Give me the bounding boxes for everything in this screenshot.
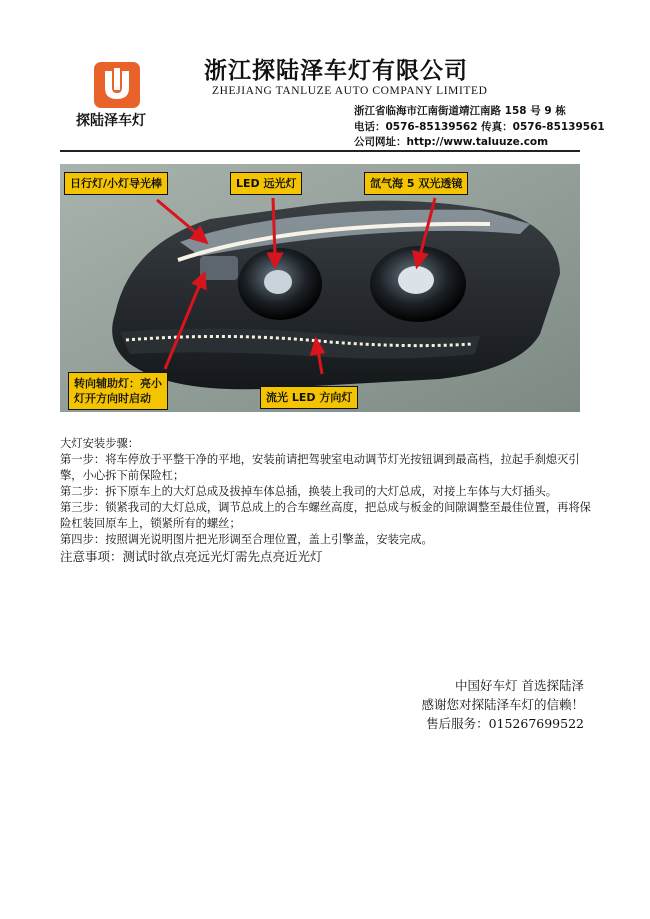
label-turn-assist-light (68, 372, 168, 410)
header-divider (60, 150, 580, 152)
company-address: 浙江省临海市江南街道靖江南路 158 号 9 栋 (354, 105, 566, 117)
step-3: 第三步：锁紧我司的大灯总成，调节总成上的合车螺丝高度，把总成与板金的间隙调整至最佳位置，再将保险杠装回原车上，锁紧所有的螺丝； (60, 501, 591, 530)
label-xenon-bi-lens: 氙气海 5 双光透镜 (364, 172, 468, 195)
steps-title: 大灯安装步骤： (60, 437, 140, 450)
footer-slogan: 中国好车灯 首选探陆泽 (455, 678, 584, 693)
label-turn-assist-line2: 灯开方向时启动 (74, 392, 151, 405)
label-drl-light-guide: 日行灯/小灯导光棒 (64, 172, 168, 195)
footer-thanks: 感谢您对探陆泽车灯的信赖！ (421, 697, 584, 712)
company-logo (94, 62, 140, 108)
label-turn-assist-line1: 转向辅助灯：亮小 (74, 377, 162, 390)
company-phone-fax: 电话：0576-85139562 传真：0576-85139561 (354, 121, 605, 133)
step-1: 第一步：将车停放于平整干净的平地，安装前请把驾驶室电动调节灯光按钮调到最高档，拉起手刹熄灭引擎，小心拆下前保险杠； (60, 453, 580, 482)
company-website: 公司网址：http://www.taluuze.com (354, 136, 549, 148)
caution-note: 注意事项：测试时欲点亮远光灯需先点亮近光灯 (60, 549, 323, 564)
footer-block (421, 676, 584, 733)
step-2: 第二步：拆下原车上的大灯总成及拔掉车体总插，换装上我司的大灯总成，对接上车体与大灯插头。 (60, 485, 558, 498)
label-flowing-led-turn: 流光 LED 方向灯 (260, 386, 358, 409)
step-4: 第四步：按照调光说明图片把光形调至合理位置，盖上引擎盖，安装完成。 (60, 533, 433, 546)
footer-service-phone: 售后服务：015267699522 (426, 716, 584, 731)
installation-steps (60, 436, 600, 565)
company-name-cn: 浙江探陆泽车灯有限公司 (204, 58, 468, 84)
logo-text: 探陆泽车灯 (76, 113, 146, 129)
company-name-en: ZHEJIANG TANLUZE AUTO COMPANY LIMITED (212, 85, 488, 97)
label-led-high-beam: LED 远光灯 (230, 172, 302, 195)
